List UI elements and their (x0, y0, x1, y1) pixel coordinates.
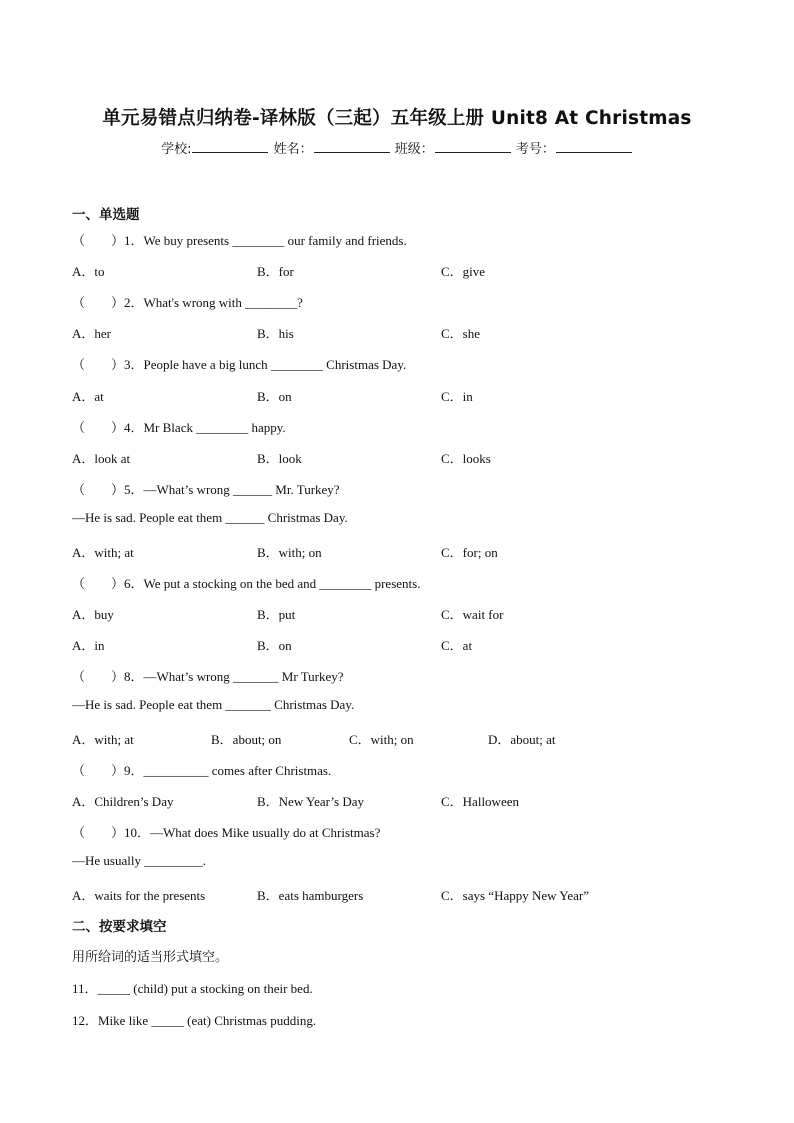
question-6-option-c[interactable]: C．wait for (441, 607, 504, 622)
question-4-option-c[interactable]: C．looks (441, 451, 491, 466)
question-11-text: 11．_____ (child) put a stocking on their bed. (72, 981, 313, 996)
exam-number-blank[interactable] (556, 139, 632, 153)
question-8-option-d[interactable]: D．about; at (488, 732, 556, 747)
question-1-option-c[interactable]: C．give (441, 264, 486, 279)
page-title: 单元易错点归纳卷-译林版（三起）五年级上册 Unit8 At Christmas (102, 108, 692, 129)
question-8-stem: （ ）8．—What’s wrong _______ Mr Turkey? (72, 669, 344, 684)
question-5-stem-response: —He is sad. People eat them ______ Christmas Day. (72, 510, 348, 525)
class-blank[interactable] (435, 139, 511, 153)
question-2-stem: （ ）2．What's wrong with ________? (72, 295, 303, 310)
question-2-option-a[interactable]: A．her (72, 326, 111, 341)
question-8-option-b[interactable]: B．about; on (211, 732, 282, 747)
question-4-option-b[interactable]: B．look (257, 451, 302, 466)
question-9-option-c[interactable]: C．Halloween (441, 794, 519, 809)
question-10-option-c[interactable]: C．says “Happy New Year” (441, 888, 590, 903)
question-5-stem: （ ）5．—What’s wrong ______ Mr. Turkey? (72, 482, 340, 497)
question-9-option-b[interactable]: B．New Year’s Day (257, 794, 365, 809)
question-8-option-c[interactable]: C．with; on (349, 732, 414, 747)
question-10-option-a[interactable]: A．waits for the presents (72, 888, 206, 903)
question-7-option-a[interactable]: A．in (72, 638, 105, 653)
class-label: 班级： (394, 142, 434, 157)
question-4-option-a[interactable]: A．look at (72, 451, 131, 466)
question-6-option-a[interactable]: A．buy (72, 607, 114, 622)
name-label: 姓名： (273, 142, 313, 157)
question-7-option-b[interactable]: B．on (257, 638, 292, 653)
school-label: 学校: (161, 142, 192, 157)
name-blank[interactable] (314, 139, 390, 153)
question-1-option-b[interactable]: B．for (257, 264, 294, 279)
exam-number-label: 考号： (515, 142, 555, 157)
question-7-option-c[interactable]: C．at (441, 638, 473, 653)
question-10-option-b[interactable]: B．eats hamburgers (257, 888, 364, 903)
question-3-stem: （ ）3．People have a big lunch ________ Christmas Day. (72, 357, 407, 372)
student-info-row (0, 138, 794, 157)
question-12-text: 12．Mike like _____ (eat) Christmas pudding. (72, 1013, 317, 1028)
question-1-stem: （ ）1．We buy presents ________ our family and friends. (72, 233, 407, 248)
question-3-option-c[interactable]: C．in (441, 389, 473, 404)
question-4-stem: （ ）4．Mr Black ________ happy. (72, 420, 286, 435)
question-9-option-a[interactable]: A．Children’s Day (72, 794, 174, 809)
question-1-option-a[interactable]: A．to (72, 264, 105, 279)
question-3-option-a[interactable]: A．at (72, 389, 104, 404)
question-5-option-b[interactable]: B．with; on (257, 545, 322, 560)
section-heading-single-choice: 一、单选题 (72, 207, 140, 223)
question-8-stem-response: —He is sad. People eat them _______ Christmas Day. (72, 697, 355, 712)
question-3-option-b[interactable]: B．on (257, 389, 292, 404)
question-5-option-a[interactable]: A．with; at (72, 545, 134, 560)
question-9-stem: （ ）9．__________ comes after Christmas. (72, 763, 332, 778)
question-6-option-b[interactable]: B．put (257, 607, 296, 622)
school-blank[interactable] (192, 139, 268, 153)
question-5-option-c[interactable]: C．for; on (441, 545, 498, 560)
section-heading-fill-blanks: 二、按要求填空 (72, 919, 167, 935)
question-6-stem: （ ）6．We put a stocking on the bed and ________ presents. (72, 576, 421, 591)
question-8-option-a[interactable]: A．with; at (72, 732, 134, 747)
question-2-option-b[interactable]: B．his (257, 326, 294, 341)
question-2-option-c[interactable]: C．she (441, 326, 481, 341)
section-instruction: 用所给词的适当形式填空。 (72, 950, 229, 965)
question-10-stem-response: —He usually _________. (72, 853, 206, 868)
question-10-stem: （ ）10．—What does Mike usually do at Christmas? (72, 825, 381, 840)
